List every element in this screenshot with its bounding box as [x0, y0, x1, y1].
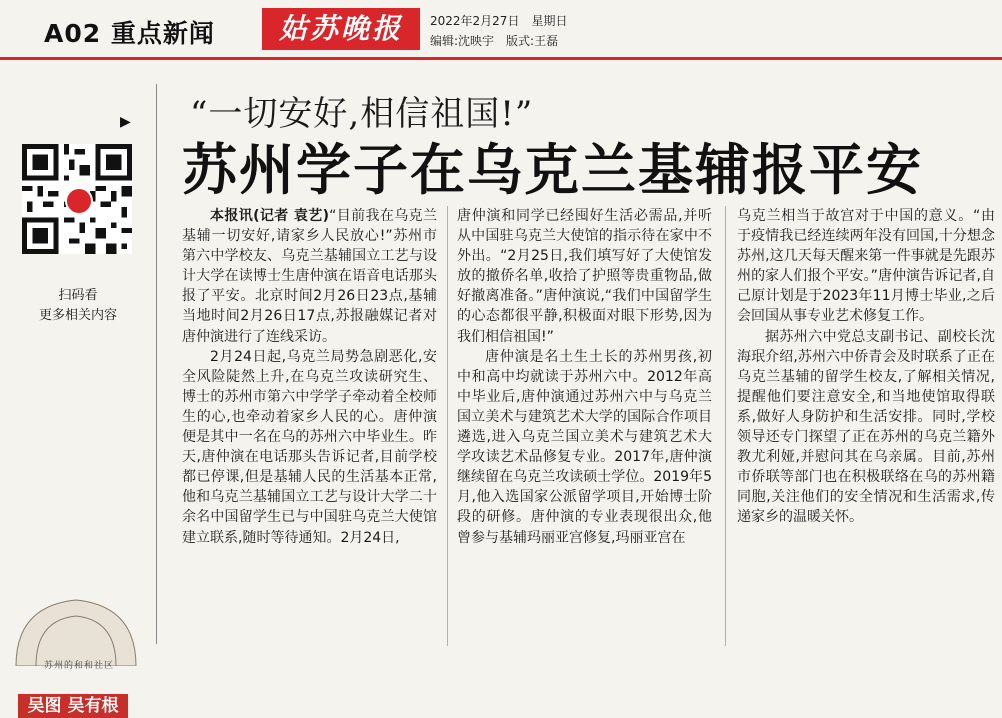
article-title: 苏州学子在乌克兰基辅报平安: [182, 138, 924, 202]
sidebar: [0, 66, 158, 716]
paragraph: 本报讯(记者 袁艺)“目前我在乌克兰基辅一切安好,请家乡人民放心!”苏州市第六中学校友、乌克兰基辅国立工艺与设计大学在读博士生唐仲演在语音电话那头报了平安。北京时间2月26日23点,基辅当地时间2月26日17点,苏报融媒记者对唐仲演进行了连线采访。: [182, 208, 437, 345]
column-divider: [447, 206, 448, 646]
qr-code-icon[interactable]: [22, 144, 132, 254]
paragraph: 唐仲演和同学已经囤好生活必需品,并听从中国驻乌克兰大使馆的指示待在家中不外出。“2月25日,我们填写好了大使馆发放的撤侨名单,收拾了护照等贵重物品,做好撤离准备。”唐仲演说,“我们中国留学生的心态都很平静,积极面对眼下形势,因为我们相信祖国!”: [457, 208, 712, 345]
paragraph: 据苏州六中党总支副书记、副校长沈海珉介绍,苏州六中侨青会及时联系了正在乌克兰基辅的留学生校友,了解相关情况,提醒他们要注意安全,和当地使馆取得联系,做好人身防护和生活安排。同时,学校领导还专门探望了正在苏州的乌克兰籍外教尤利娅,并慰问其在乌亲属。目前,苏州市侨联等部门也在积极联络在乌的苏州籍同胞,关注他们的安全情况和生活需求,传递家乡的温暖关怀。: [737, 328, 995, 526]
sidebar-divider: [156, 84, 157, 644]
paragraph: 唐仲演是名土生土长的苏州男孩,初中和高中均就读于苏州六中。2012年高中毕业后,唐仲演通过苏州六中与乌克兰国立美术与建筑艺术大学的国际合作项目遴选,进入乌克兰国立美术与建筑艺术大学攻读艺术品修复专业。2017年,唐仲演继续留在乌克兰攻读硕士学位。2019年5月,他入选国家公派留学项目,开始博士阶段的研修。唐仲演的专业表现很出众,他曾参与基辅玛丽亚宫修复,玛丽亚宫在: [457, 348, 712, 546]
column-seal-graphic: [6, 586, 146, 666]
article-column-3: [737, 206, 995, 657]
newspaper-logo: 姑苏晚报: [262, 8, 420, 50]
article-column-1: [182, 206, 437, 657]
column-divider: [725, 206, 726, 646]
qr-caption-1: 扫码看: [58, 288, 98, 303]
qr-caption-2: 更多相关内容: [38, 308, 117, 323]
issue-date: 2022年2月27日 星期日: [430, 14, 568, 28]
page-number: A02 重点新闻: [44, 19, 215, 48]
seal-name: 吴图 吴有根: [18, 694, 128, 718]
page-header: [0, 0, 1002, 58]
seal-top-text: 苏州的和和社区: [44, 661, 115, 671]
paragraph: 2月24日起,乌克兰局势急剧恶化,安全风险陡然上升,在乌克兰攻读研究生、博士的苏州市第六中学学子牵动着全校师生的心,也牵动着家乡人民的心。唐仲演便是其中一名在乌的苏州六中毕业生。昨天,唐仲演在电话那头告诉记者,目前学校都已停课,但是基辅人民的生活基本正常,他和乌克兰基辅国立工艺与设计大学二十余名中国留学生已与中国驻乌克兰大使馆建立联系,随时等待通知。2月24日,: [182, 348, 437, 546]
article-column-2: [457, 206, 712, 657]
play-arrow-icon[interactable]: ▶: [120, 114, 131, 130]
editor-credits: 编辑:沈映宇 版式:王磊: [430, 34, 559, 48]
qr-logo: [65, 187, 93, 215]
article-kicker: “一切安好,相信祖国!”: [190, 94, 534, 134]
header-rule: [0, 57, 1002, 60]
paragraph: 乌克兰相当于故宫对于中国的意义。“由于疫情我已经连续两年没有回国,十分想念苏州,这几天每天醒来第一件事就是先跟苏州的家人们报个平安。”唐仲演告诉记者,自己原计划是于2023年11月博士毕业,之后会回国从事专业艺术修复工作。: [737, 208, 995, 325]
